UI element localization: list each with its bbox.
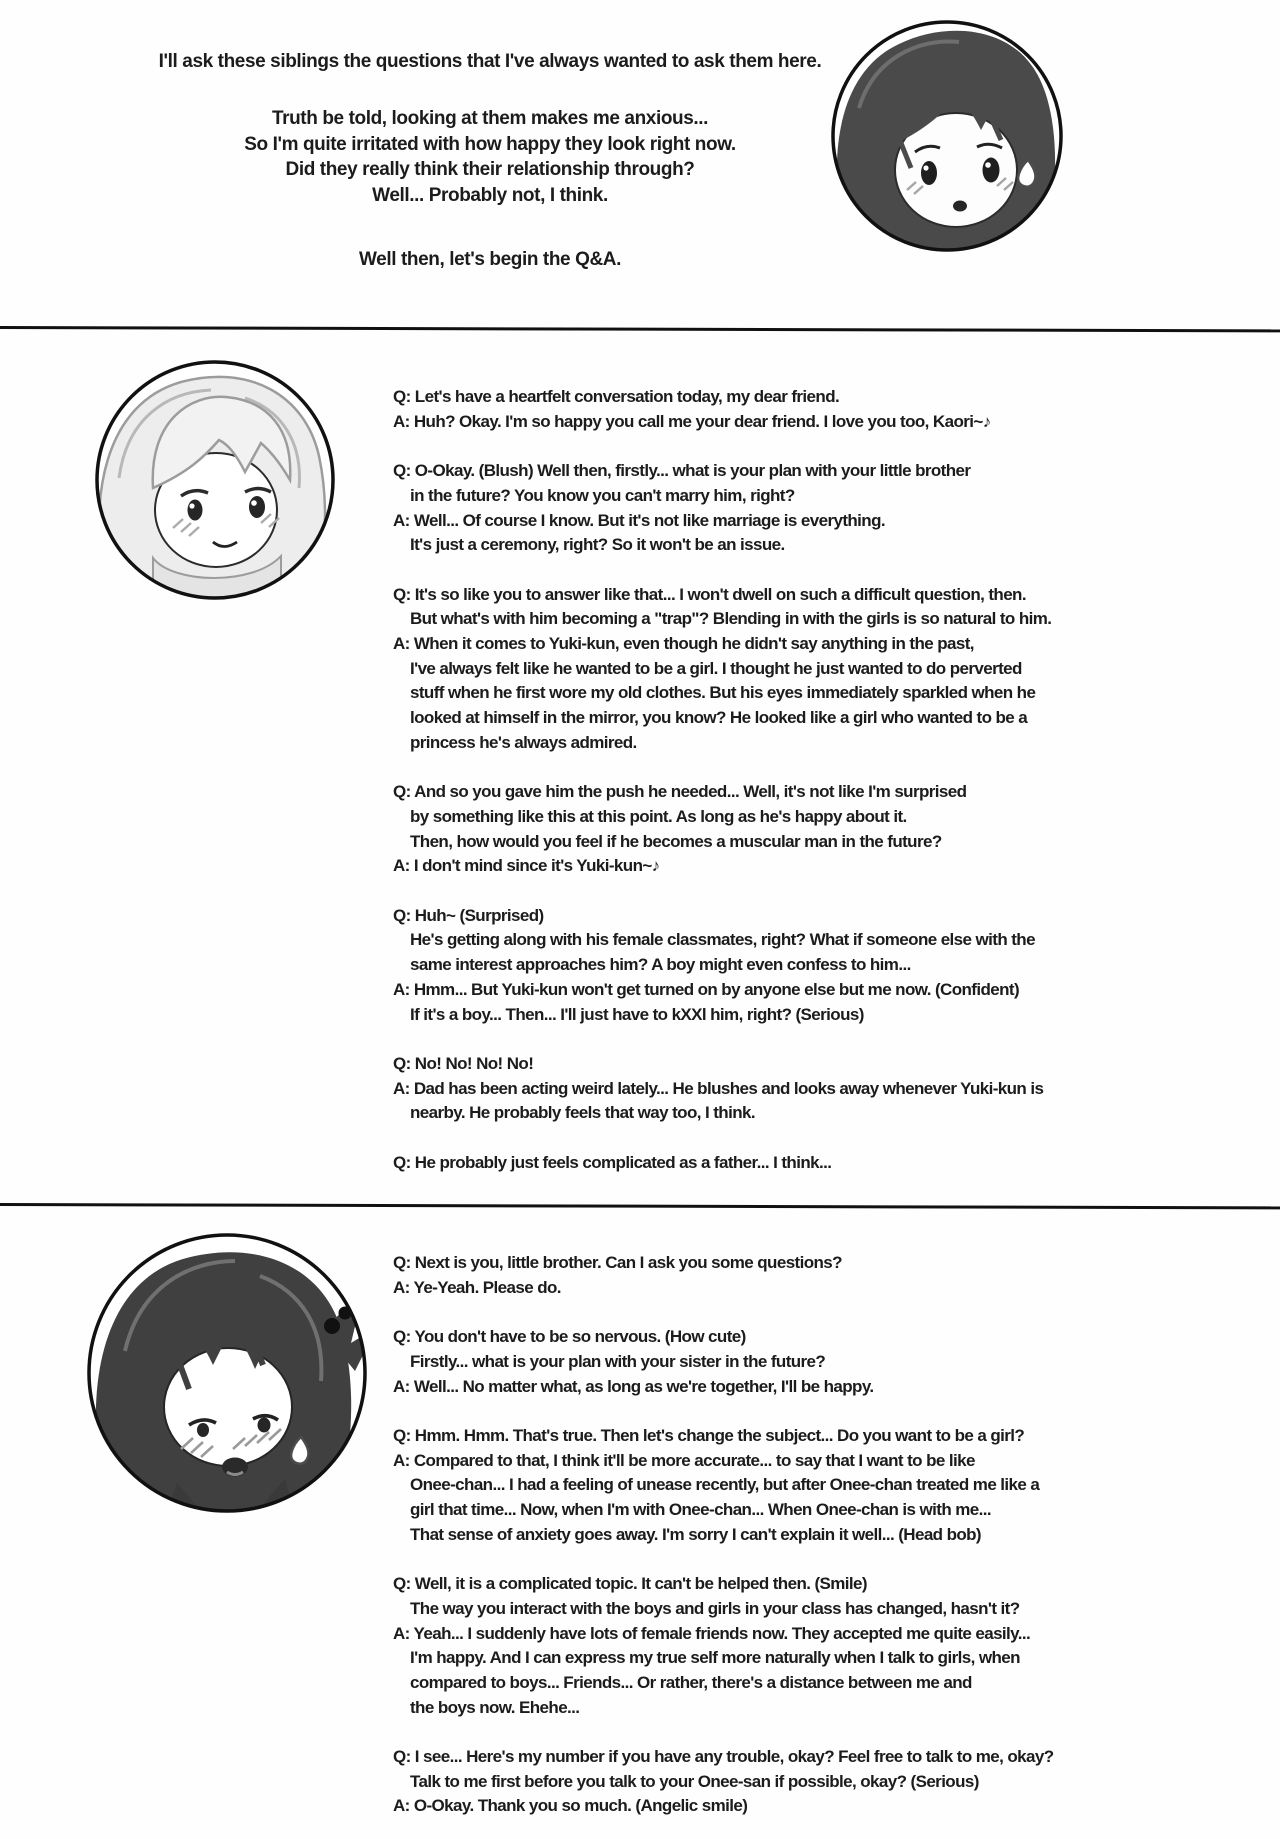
interviewer-portrait	[829, 18, 1065, 254]
text-line: Q: Next is you, little brother. Can I ask you some questions?	[393, 1253, 842, 1272]
blank-line	[393, 558, 1053, 583]
text-line: A: Hmm... But Yuki-kun won't get turned on by anyone else but me now. (Confident)	[393, 979, 1020, 999]
text-line: The way you interact with the boys and girls in your class has changed, hasn't it?	[410, 1598, 1020, 1618]
brother-qa-lines	[393, 1251, 1053, 1819]
text-line: compared to boys... Friends... Or rather, there's a distance between me and	[410, 1672, 972, 1692]
blank-line	[393, 1399, 1053, 1424]
blank-line	[393, 756, 1053, 781]
text-line: A: Compared to that, I think it'll be more accurate... to say that I want to be like	[393, 1450, 975, 1470]
text-line: It's just a ceremony, right? So it won't be an issue.	[410, 535, 785, 555]
text-line: girl that time... Now, when I'm with Onee-chan... When Onee-chan is with me...	[410, 1500, 991, 1519]
intro-paragraph	[125, 106, 855, 208]
text-line: A: Well... No matter what, as long as we're together, I'll be happy.	[393, 1376, 874, 1396]
text-line: the boys now. Ehehe...	[410, 1697, 580, 1717]
text-line: Q: Well, it is a complicated topic. It can't be helped then. (Smile)	[393, 1574, 867, 1594]
text-line: I'm happy. And I can express my true self more naturally when I talk to girls, when	[410, 1648, 1020, 1668]
text-line: A: Yeah... I suddenly have lots of female friends now. They accepted me quite easily...	[393, 1623, 1031, 1643]
text-line: If it's a boy... Then... I'll just have to kXXl him, right? (Serious)	[410, 1004, 864, 1024]
intro-closing-line: Well then, let's begin the Q&A.	[358, 249, 621, 270]
text-line: Then, how would you feel if he becomes a muscular man in the future?	[410, 831, 942, 851]
text-line: But what's with him becoming a "trap"? Blending in with the girls is so natural to him.	[410, 609, 1052, 629]
blank-line	[393, 434, 1053, 459]
blank-line	[393, 1720, 1053, 1745]
blank-line	[393, 1126, 1053, 1151]
sister-qa-lines	[393, 385, 1053, 1175]
text-line: A: Well... Of course I know. But it's not like marriage is everything.	[393, 510, 885, 530]
text-line: same interest approaches him? A boy might even confess to him...	[410, 955, 911, 975]
text-line: I've always felt like he wanted to be a girl. I thought he just wanted to do perverted	[410, 658, 1022, 678]
text-line: Q: Huh~ (Surprised)	[393, 905, 544, 925]
text-line: A: Ye-Yeah. Please do.	[393, 1277, 561, 1297]
blank-line	[393, 879, 1053, 904]
blank-line	[393, 1547, 1053, 1572]
text-line: Firstly... what is your plan with your sister in the future?	[410, 1351, 826, 1371]
text-line: Q: I see... Here's my number if you have any trouble, okay? Feel free to talk to me, okay?	[393, 1747, 1054, 1766]
text-line: Q: And so you gave him the push he needed... Well, it's not like I'm surprised	[393, 782, 967, 802]
text-line: by something like this at this point. As long as he's happy about it.	[410, 806, 907, 826]
brother-portrait	[85, 1231, 369, 1515]
text-line: Q: No! No! No! No!	[393, 1053, 534, 1073]
text-line: in the future? You know you can't marry him, right?	[410, 485, 795, 505]
blank-line	[393, 1027, 1053, 1052]
text-line: Q: Let's have a heartfelt conversation today, my dear friend.	[393, 387, 840, 406]
section-divider-1	[0, 326, 1280, 332]
text-line: Truth be told, looking at them makes me anxious...	[271, 108, 709, 129]
text-line: A: O-Okay. Thank you so much. (Angelic smile)	[393, 1796, 748, 1816]
text-line: princess he's always admired.	[410, 732, 637, 752]
text-line: Q: You don't have to be so nervous. (How cute)	[393, 1327, 746, 1347]
text-line: Q: He probably just feels complicated as a father... I think...	[393, 1152, 832, 1172]
blank-line	[393, 1300, 1053, 1325]
text-line: Talk to me first before you talk to your Onee-san if possible, okay? (Serious)	[410, 1771, 979, 1791]
section-divider-2	[0, 1203, 1280, 1209]
interviewer-girl-portrait-icon	[829, 18, 1065, 254]
text-line: He's getting along with his female classmates, right? What if someone else with the	[410, 930, 1035, 950]
text-line: Onee-chan... I had a feeling of unease recently, but after Onee-chan treated me like a	[410, 1475, 1040, 1495]
sister-portrait	[93, 358, 337, 602]
text-line: That sense of anxiety goes away. I'm sorry I can't explain it well... (Head bob)	[410, 1524, 981, 1544]
little-brother-yuki-portrait-icon	[85, 1231, 369, 1515]
intro-opening-line: I'll ask these siblings the questions that I've always wanted to ask them here.	[158, 51, 822, 72]
text-line: looked at himself in the mirror, you know? He looked like a girl who wanted to be a	[410, 708, 1028, 728]
text-line: A: When it comes to Yuki-kun, even though he didn't say anything in the past,	[393, 634, 974, 653]
text-line: stuff when he first wore my old clothes. But his eyes immediately sparkled when he	[410, 683, 1036, 703]
text-line: A: I don't mind since it's Yuki-kun~♪	[393, 856, 660, 876]
text-line: Did they really think their relationship through?	[285, 159, 695, 180]
text-line: A: Huh? Okay. I'm so happy you call me your dear friend. I love you too, Kaori~♪	[393, 411, 991, 431]
text-line: So I'm quite irritated with how happy they look right now.	[244, 133, 736, 155]
text-line: Q: O-Okay. (Blush) Well then, firstly... what is your plan with your little brother	[393, 461, 971, 481]
text-line: A: Dad has been acting weird lately... He blushes and looks away whenever Yuki-kun is	[393, 1078, 1044, 1098]
sister-kaori-friend-portrait-icon	[93, 358, 337, 602]
text-line: Q: Hmm. Hmm. That's true. Then let's change the subject... Do you want to be a girl?	[393, 1425, 1025, 1445]
text-line: Q: It's so like you to answer like that... I won't dwell on such a difficult question, then.	[393, 584, 1026, 604]
text-line: nearby. He probably feels that way too, I think.	[410, 1103, 755, 1123]
text-line: Well... Probably not, I think.	[372, 184, 608, 206]
